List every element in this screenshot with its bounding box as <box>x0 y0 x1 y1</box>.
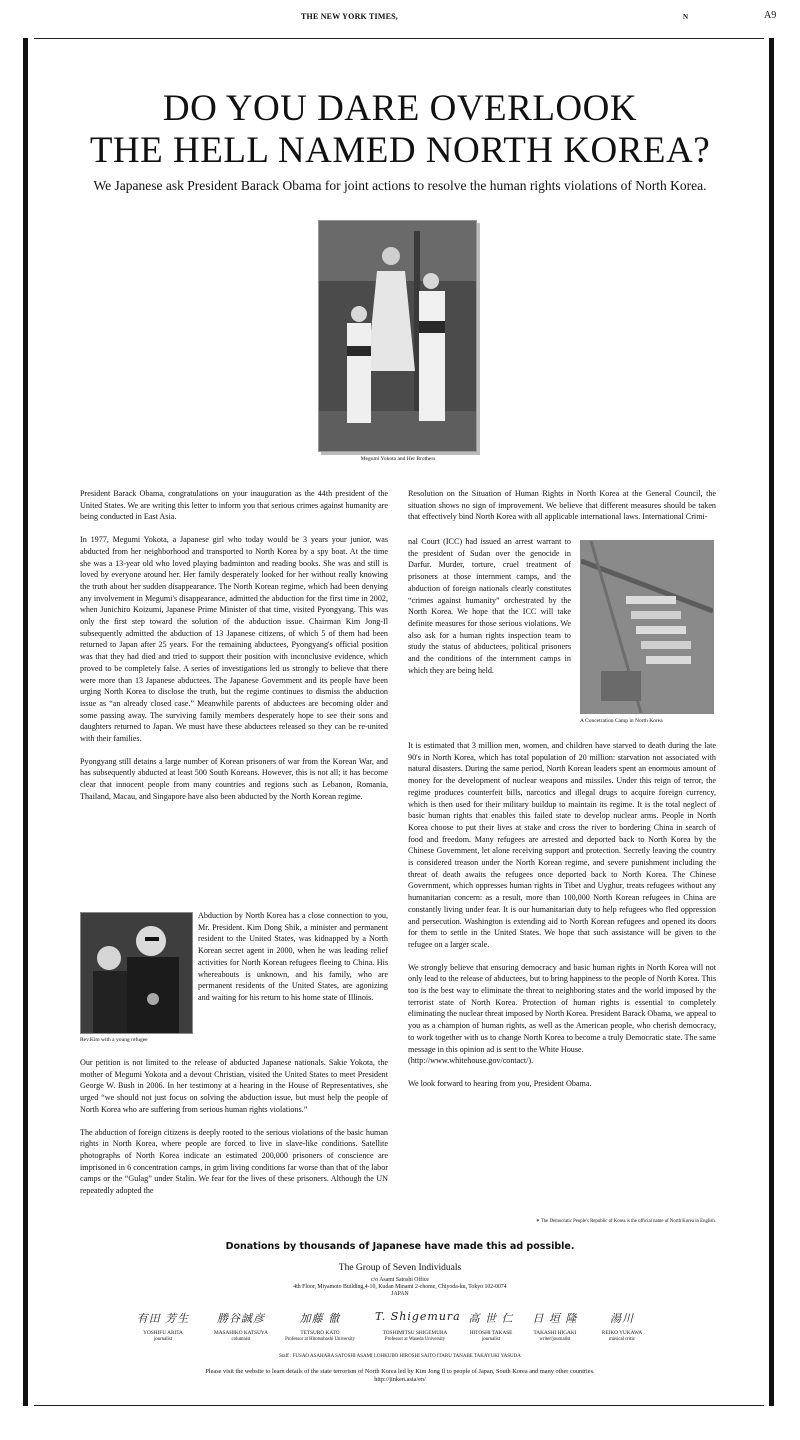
signature: 高 世 仁 <box>468 1312 514 1325</box>
headline <box>40 88 760 172</box>
paragraph: President Barack Obama, congratulations on your inauguration as the 44th president of the United States. We are writing this letter to inform you that serious crimes against humanity are being conducted in East Asia. <box>80 489 388 522</box>
paragraph: The abduction of foreign citizens is deeply rooted to the serious violations of the basic human rights in North Korea, where people are forced to live in slave-like conditions. Satellite photographs of North Korea indicate an estimated 200,000 prisoners of conscience are imprisoned in 6 concentration camps, in grim living conditions far worse than that of the labor camps or the “Gulag” under Stalin. We fear for the lives of these prisoners. Although the UN repeatedly adopted the <box>80 1127 388 1196</box>
bottom-rule <box>34 1405 764 1406</box>
right-column <box>408 488 716 534</box>
staff-list: Staff : FUSAO ASAHARA SATOSHI ASAMI I.OHKUBO HIROSHI SAITO ITARU TANABE TAKAYUKI YASUDA <box>279 1354 521 1359</box>
paragraph: Pyongyang still detains a large number of Korean prisoners of war from the Korean War, and has subsequently abducted at least 500 South Koreans. However, this is not all; it has become clear that innocent people from many countries and regions such as Lebanon, Romania, Thailand, Macau, and Singapore have also been abducted by the North Korean regime. <box>80 756 388 801</box>
signer-name: REIKO YUKAWA <box>601 1330 643 1336</box>
concentration-camp-photo <box>580 540 714 714</box>
website-url[interactable]: http://jinken.asia/en/ <box>374 1376 426 1383</box>
website-note-text: Please visit the website to learn details of the state terrorism of North Korea led by Kim Jong Il to people of Japan, South Korea and many other countries. <box>205 1368 595 1375</box>
whitehouse-url: (http://www.whitehouse.gov/contact/). <box>408 1056 534 1066</box>
paragraph: nal Court (ICC) had issued an arrest warrant to the president of Sudan over the genocide in Darfur. Murder, torture, cruel treatment of prisoners at those internment camps, and the abduction of foreign nationals clearly constitutes “crimes against humanity” orchestrated by the North Korea. We hope that the ICC will take definite measures for those serious violations. We also ask for a human rights inspection team to study the status of abductees, political prisoners and the conditions of the internment camps in which they are being held. <box>408 537 571 675</box>
signer-role: writer/journalist <box>539 1336 571 1342</box>
paragraph: We strongly believe that ensuring democracy and basic human rights in North Korea will not only lead to the release of abductees, but to bring happiness to the people of North Korea. This too is the best way to eliminate the threat to neighboring states and the world imposed by the terrorist state of North Korea. Protection of human rights is essential to completely eliminating the nuclear threat imposed by North Korea. President Barack Obama, we appeal to you as a champion of human rights, as well as the American people, who cherish democracy, to work together with us to change North Korea to become a truly Democratic state. The same message in this opinion ad is sent to the White House. <box>408 962 716 1054</box>
signer-role: Professor at Hitotsubashi University <box>285 1336 355 1342</box>
headline-line-1: DO YOU DARE OVERLOOK <box>162 88 638 129</box>
group-address: 4th Floor, Miyamoto Building,4-10, Kudan Minami 2-chome, Chiyoda-ku, Tokyo 102-0074 <box>293 1284 507 1291</box>
paragraph: Resolution on the Situation of Human Rights in North Korea at the General Council, the situation shows no sign of improvement. We believe that different measures should be taken that effectively bind North Korea with all applicable international laws. International Crimi- <box>408 489 716 522</box>
megumi-family-photo <box>318 220 477 452</box>
signer <box>375 1310 461 1342</box>
main-photo-caption: Megumi Yokota and Her Brothers <box>360 456 436 462</box>
left-column-lower <box>80 1057 388 1208</box>
left-column <box>80 488 388 814</box>
signer-role: musical critic <box>609 1336 635 1342</box>
paragraph: We look forward to hearing from you, President Obama. <box>408 1078 592 1088</box>
right-border-bar <box>769 38 774 1406</box>
signer <box>582 1310 662 1342</box>
signature: 有田 芳生 <box>136 1312 190 1325</box>
masthead <box>0 10 800 26</box>
signature: 勝谷誠彦 <box>217 1312 265 1325</box>
camp-photo-caption: A Concetration Camp in North Korea <box>580 718 663 724</box>
kim-photo-caption: Rev.Kim with a young refugee <box>80 1037 148 1043</box>
signer-name: HITOSHI TAKASE <box>469 1330 513 1336</box>
signer-role: columnist <box>231 1336 251 1342</box>
rev-kim-photo <box>80 912 193 1034</box>
website-note <box>40 1368 760 1384</box>
page-number: A9 <box>764 10 777 21</box>
paragraph: It is estimated that 3 million men, women, and children have starved to death during the late 90's in North Korea, which has total population of 20 million: starvation not associated with natural disasters. During the same period, North Korean leaders spent an enormous amount of money for the development of nuclear weapons and missiles. Under this reign of terror, the regime produces counterfeit bills, narcotics and illegal drugs to acquire foreign currency, which is then used for their military buildup to maintain its regime. It is the total neglect of basic human rights that enables this failed state to develop nuclear arms. People in North Korea choose to put their lives at stake and cross the river to bordering China in search of food and freedom. Many refugees are arrested and deported back to North Korea by the Chinese Government, let alone receiving support and protection. Secretly leaving the country is considered treason under the North Korean regime, and severe punishment including the threat of death awaits the refugees once deported back to North Korea. The Chinese Government, which oppresses human rights in Tibet and Uyghur, treats refugees without any humanitarian concern: as a result, more than 100,000 North Korean refugees in China are constantly living under fear. It is our humanitarian duty to help refugees who fled oppression and persecution. Washington is extending aid to North Korean refugees and opened its doors for them to settle in the United States. We hope that such assistance will be given to the refugee on a larger scale. <box>408 741 716 949</box>
paragraph: Abduction by North Korea has a close connection to you, Mr. President. Kim Dong Shik, a minister and permanent resident to the United States, was kidnapped by a North Korean secret agent in 2000, when he was leading relief activities for North Korean refugees fleeing to China. His whereabouts is unknown, and his family, who are permanent residents of the United States, are agonizing and waiting for his return to his home state of Illinois. <box>198 911 388 1002</box>
group-office: c/o Asami Satoshi Office <box>370 1277 429 1283</box>
signer <box>280 1310 360 1342</box>
signer-name: TETSURO KATO <box>300 1330 340 1336</box>
signature: T. Shigemura <box>375 1310 461 1323</box>
paragraph: Our petition is not limited to the release of abducted Japanese nationals. Sakie Yokota, the mother of Megumi Yokota and a devout Christian, visited the United States to meet President George W. Bush in 2006. In her testimony at a hearing in the House of Representatives, she urged “we should not just focus on solving the abduction issue, but must help the people of North Korea who are suffering from serious human rights violations.” <box>80 1058 388 1114</box>
signature: 日 垣 隆 <box>532 1312 578 1325</box>
footnote: ✶ The Democratic People's Republic of Korea is the official name of North Korea in English. <box>535 1219 716 1224</box>
photo-illustration <box>581 541 713 713</box>
signer <box>123 1310 203 1342</box>
signature: 加藤 徹 <box>299 1312 341 1325</box>
signer-role: Professor at Waseda University <box>384 1336 446 1342</box>
signer <box>201 1310 281 1342</box>
photo-illustration <box>319 221 476 451</box>
signature: 湯川 <box>610 1312 634 1325</box>
edition-mark: N <box>683 13 689 21</box>
signer-role: journalist <box>481 1336 501 1342</box>
signer-name: YOSHIFU ARITA <box>143 1330 183 1336</box>
group-name: The Group of Seven Individuals <box>338 1263 462 1273</box>
signer-name: MASAHIKO KATSUYA <box>213 1330 268 1336</box>
left-border-bar <box>23 38 28 1406</box>
group-address-block <box>40 1277 760 1299</box>
group-country: JAPAN <box>391 1291 409 1298</box>
newspaper-name: THE NEW YORK TIMES, <box>301 12 399 21</box>
headline-line-2: THE HELL NAMED NORTH KOREA? <box>89 130 711 171</box>
photo-illustration <box>81 913 192 1033</box>
donation-statement: Donations by thousands of Japanese have made this ad possible. <box>225 1241 575 1252</box>
signer-name: TOSHIMITSU SHIGEMURA <box>382 1330 448 1336</box>
right-column-lower <box>408 740 716 1101</box>
signer-name: TAKASHI HIGAKI <box>533 1330 577 1336</box>
signer-role: journalist <box>153 1336 173 1342</box>
top-rule <box>34 38 764 39</box>
subheadline: We Japanese ask President Barack Obama for joint actions to resolve the human rights violations of North Korea. <box>93 178 707 193</box>
paragraph: In 1977, Megumi Yokota, a Japanese girl who today would be 3 years your junior, was abducted from her neighborhood and transported to North Korea by a spy boat. At the time she was a 13-year old who loved playing badminton and reading books. She was and still is loved by everyone around her. Her family desperately looked for her without really knowing the truth about her sudden disappearance. The North Korean regime, which had been denying any involvement in Megumi's disappearance, admitted the abduction for the first time in 2002, when Junichiro Koizumi, Japanese Prime Minister of that time, visited Pyongyang. This was only the first step toward the solution of the abduction issue. Chairman Kim Jong-Il subsequently admitted the abduction of 13 Japanese citizens, of which 5 of them had been returned to Japan after 25 years. For the remaining abductees, Pyongyang's official position was that they had died and tried to support their position with inconclusive evidence, which proved to be completely false. A series of investigations led us strongly to believe that there were more than 13 Japanese abductees. The Japanese Government and its people have been urging North Korea to disclose the truth, but the regime continues to dismiss the abduction issue as “an already closed case.” Meanwhile parents of abductees are becoming older and some passing away. The surviving family members desperately hope to see their sons and daughters returned to Japan. We must have these abductees released so they can be re-united with their families. <box>80 535 388 744</box>
